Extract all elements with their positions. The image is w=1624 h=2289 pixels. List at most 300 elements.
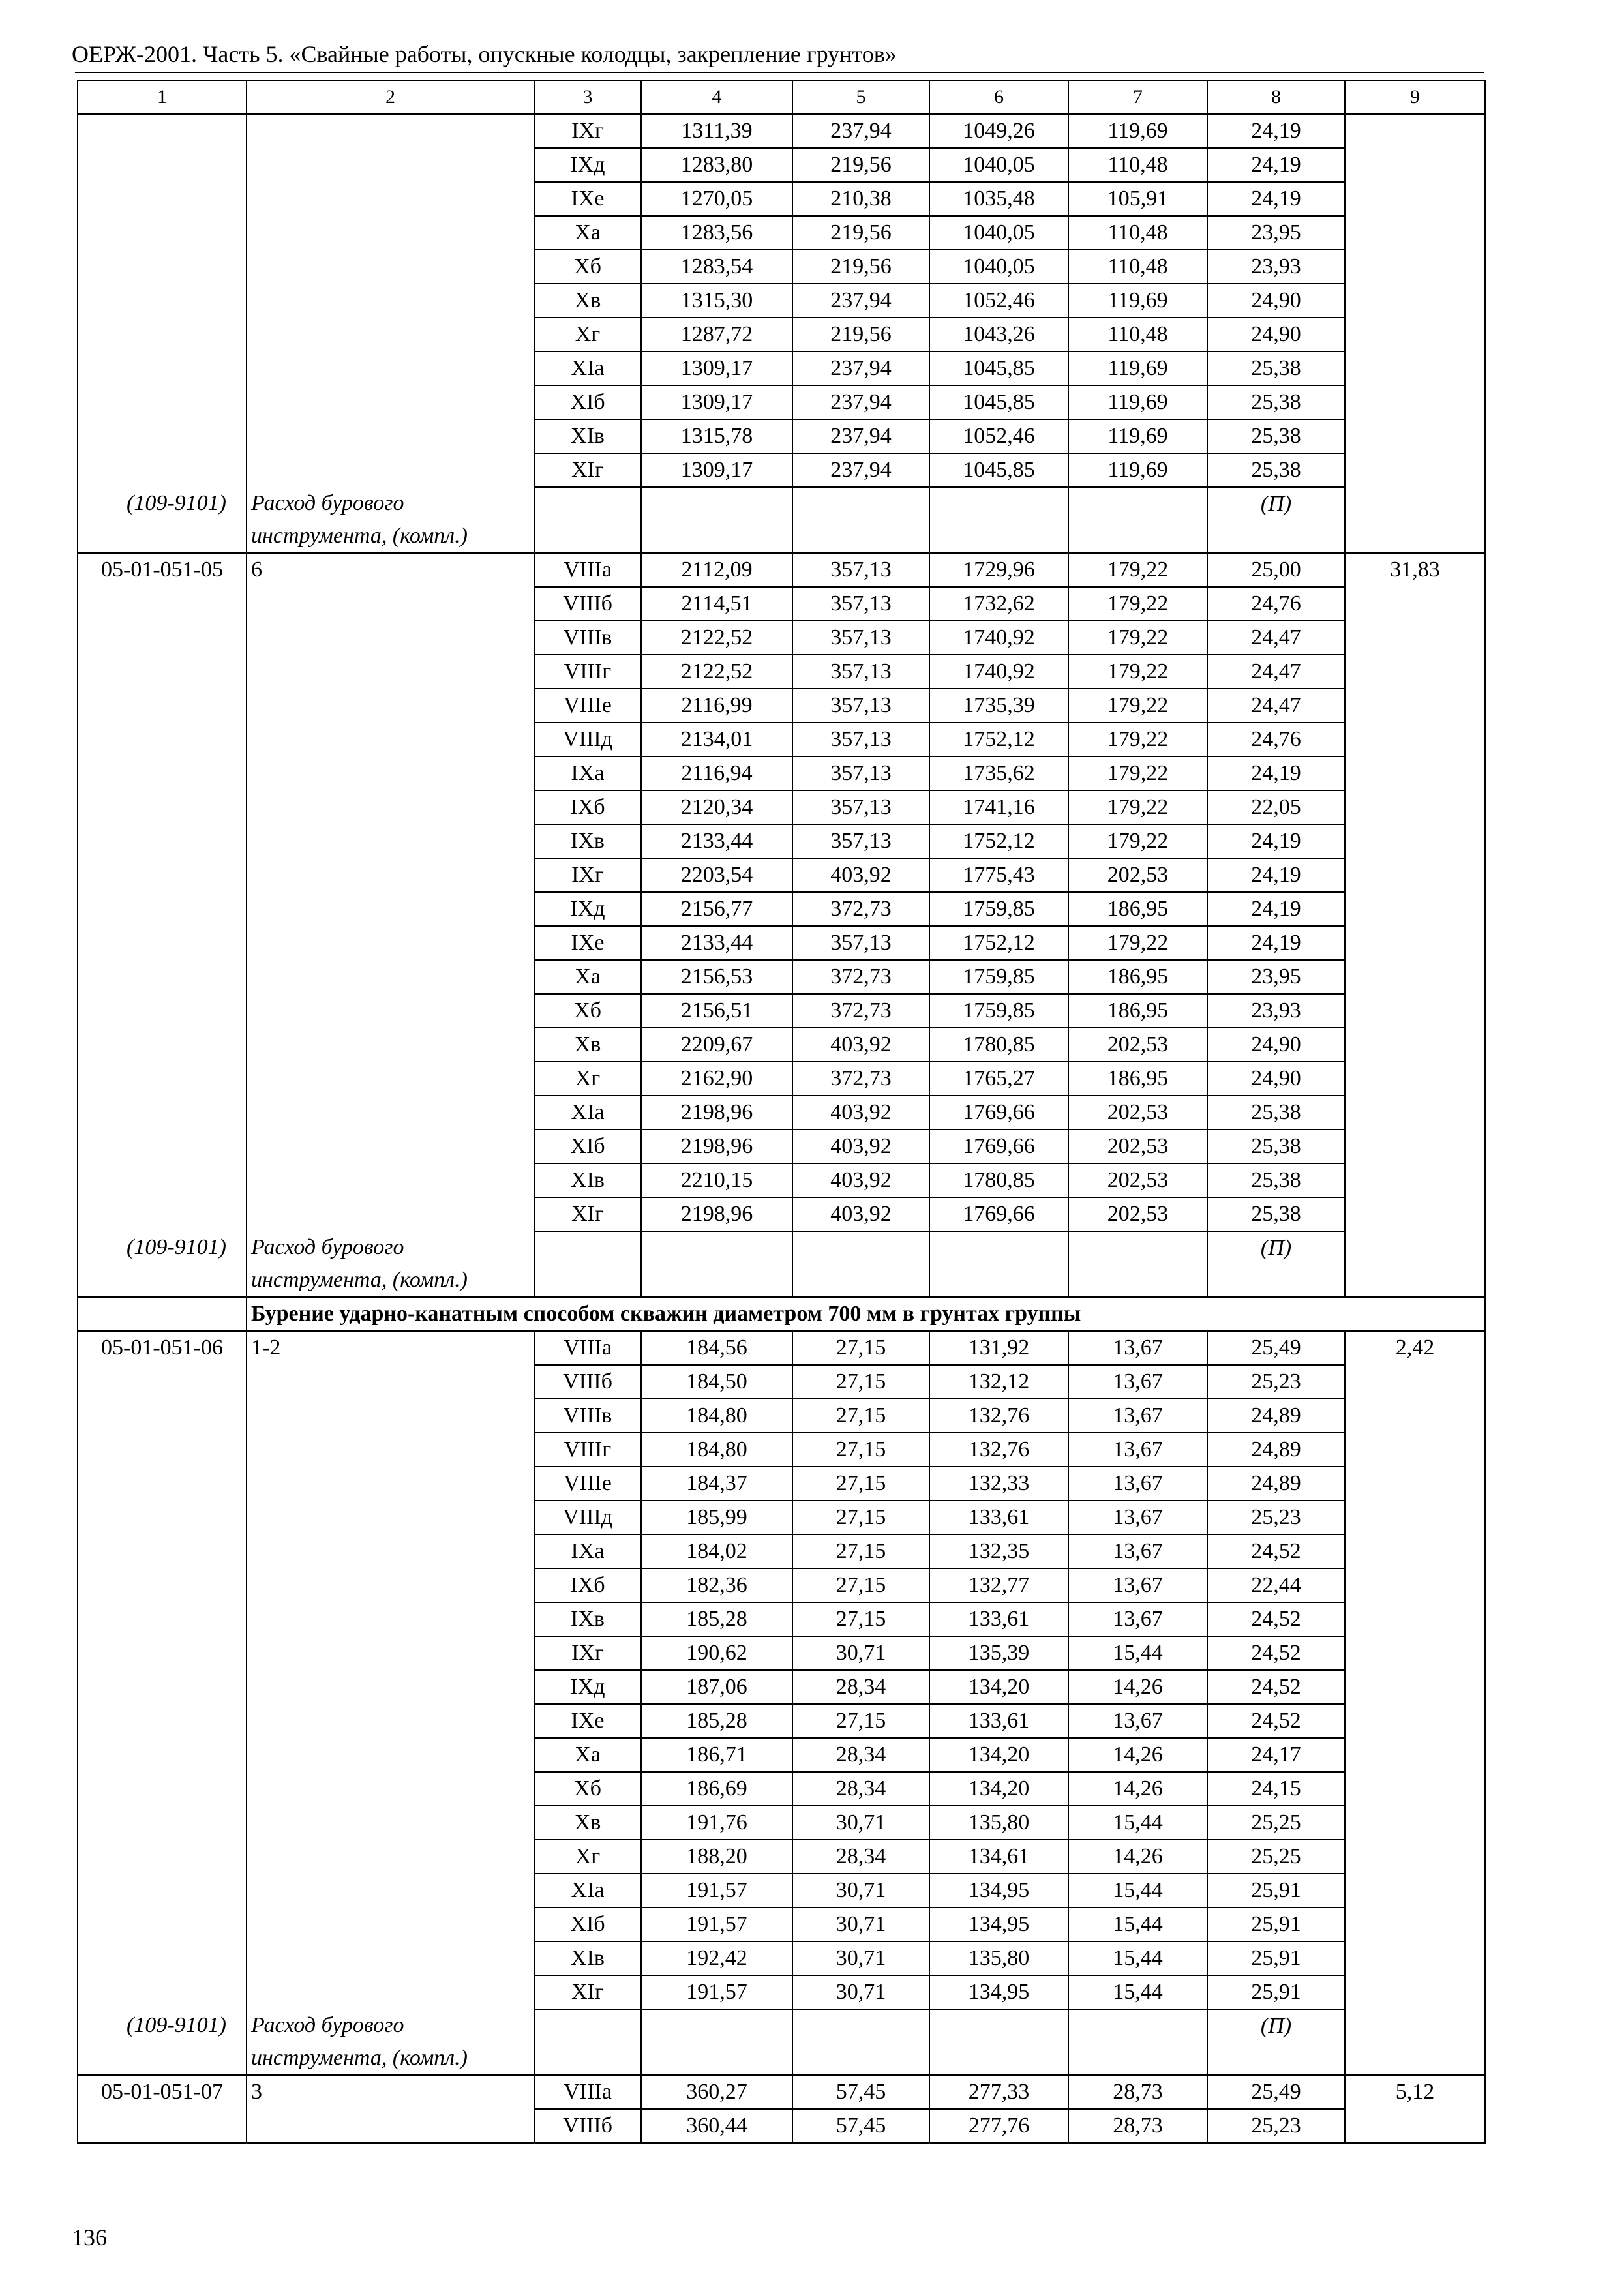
soil-group-cell: XIа bbox=[534, 1874, 641, 1908]
value-cell: 135,39 bbox=[929, 1636, 1068, 1670]
value-cell: 2116,99 bbox=[641, 689, 792, 723]
value-cell: 1729,96 bbox=[929, 553, 1068, 587]
empty-cell bbox=[641, 2009, 792, 2075]
soil-group-cell: XIв bbox=[534, 419, 641, 453]
value-cell: 25,25 bbox=[1207, 1840, 1345, 1874]
value-cell: 357,13 bbox=[792, 689, 929, 723]
value-cell: 27,15 bbox=[792, 1467, 929, 1501]
value-cell: 2156,51 bbox=[641, 994, 792, 1028]
value-cell: 2114,51 bbox=[641, 587, 792, 621]
note-text: Расход бурового инструмента, (компл.) bbox=[247, 1231, 534, 1297]
value-cell: 2112,09 bbox=[641, 553, 792, 587]
value-cell: 24,90 bbox=[1207, 1028, 1345, 1062]
value-cell: 30,71 bbox=[792, 1874, 929, 1908]
soil-group-cell: VIIIб bbox=[534, 2109, 641, 2143]
value-cell: 15,44 bbox=[1068, 1806, 1207, 1840]
value-cell: 25,00 bbox=[1207, 553, 1345, 587]
soil-group-cell: Xа bbox=[534, 1738, 641, 1772]
note-code: (109-9101) bbox=[78, 2009, 247, 2075]
col-header: 9 bbox=[1345, 80, 1485, 114]
value-cell: 357,13 bbox=[792, 756, 929, 790]
value-cell: 2133,44 bbox=[641, 824, 792, 858]
value-cell: 22,44 bbox=[1207, 1568, 1345, 1602]
value-cell: 132,76 bbox=[929, 1433, 1068, 1467]
section-title: Бурение ударно-канатным способом скважин диаметром 700 мм в грунтах группы bbox=[247, 1297, 1485, 1331]
col9-cell: 2,42 bbox=[1345, 1331, 1485, 2075]
value-cell: 1309,17 bbox=[641, 352, 792, 385]
value-cell: 184,02 bbox=[641, 1534, 792, 1568]
value-cell: 24,76 bbox=[1207, 723, 1345, 756]
soil-group-cell: VIIIа bbox=[534, 553, 641, 587]
value-cell: 110,48 bbox=[1068, 250, 1207, 284]
param-cell: 6 bbox=[247, 553, 534, 1231]
value-cell: 277,76 bbox=[929, 2109, 1068, 2143]
value-cell: 24,52 bbox=[1207, 1636, 1345, 1670]
value-cell: 1769,66 bbox=[929, 1096, 1068, 1130]
value-cell: 24,89 bbox=[1207, 1399, 1345, 1433]
value-cell: 131,92 bbox=[929, 1331, 1068, 1365]
value-cell: 1752,12 bbox=[929, 723, 1068, 756]
value-cell: 188,20 bbox=[641, 1840, 792, 1874]
value-cell: 24,19 bbox=[1207, 182, 1345, 216]
soil-group-cell: IXб bbox=[534, 1568, 641, 1602]
empty-cell bbox=[78, 1297, 247, 1331]
soil-group-cell: XIв bbox=[534, 1941, 641, 1975]
value-cell: 28,34 bbox=[792, 1840, 929, 1874]
value-cell: 179,22 bbox=[1068, 926, 1207, 960]
value-cell: 357,13 bbox=[792, 926, 929, 960]
value-cell: 2198,96 bbox=[641, 1130, 792, 1163]
value-cell: 24,17 bbox=[1207, 1738, 1345, 1772]
empty-cell bbox=[792, 2009, 929, 2075]
value-cell: 25,23 bbox=[1207, 2109, 1345, 2143]
value-cell: 133,61 bbox=[929, 1501, 1068, 1534]
value-cell: 119,69 bbox=[1068, 284, 1207, 318]
value-cell: 2120,34 bbox=[641, 790, 792, 824]
table-row bbox=[78, 2075, 1485, 2109]
soil-group-cell: XIг bbox=[534, 1197, 641, 1231]
value-cell: 357,13 bbox=[792, 723, 929, 756]
value-cell: 1740,92 bbox=[929, 621, 1068, 655]
soil-group-cell: IXг bbox=[534, 114, 641, 148]
page-number: 136 bbox=[72, 2224, 107, 2251]
value-cell: 119,69 bbox=[1068, 419, 1207, 453]
note-unit: (П) bbox=[1207, 1231, 1345, 1297]
soil-group-cell: IXе bbox=[534, 182, 641, 216]
value-cell: 1040,05 bbox=[929, 148, 1068, 182]
soil-group-cell: XIа bbox=[534, 352, 641, 385]
value-cell: 14,26 bbox=[1068, 1840, 1207, 1874]
value-cell: 1035,48 bbox=[929, 182, 1068, 216]
value-cell: 15,44 bbox=[1068, 1975, 1207, 2009]
value-cell: 25,91 bbox=[1207, 1908, 1345, 1941]
value-cell: 134,20 bbox=[929, 1670, 1068, 1704]
note-row bbox=[78, 2009, 1485, 2075]
value-cell: 237,94 bbox=[792, 114, 929, 148]
soil-group-cell: IXд bbox=[534, 892, 641, 926]
value-cell: 185,28 bbox=[641, 1602, 792, 1636]
value-cell: 202,53 bbox=[1068, 1028, 1207, 1062]
value-cell: 24,89 bbox=[1207, 1433, 1345, 1467]
value-cell: 24,19 bbox=[1207, 148, 1345, 182]
value-cell: 24,52 bbox=[1207, 1602, 1345, 1636]
value-cell: 1045,85 bbox=[929, 385, 1068, 419]
value-cell: 15,44 bbox=[1068, 1874, 1207, 1908]
value-cell: 403,92 bbox=[792, 858, 929, 892]
value-cell: 202,53 bbox=[1068, 1130, 1207, 1163]
value-cell: 134,95 bbox=[929, 1908, 1068, 1941]
table-row bbox=[78, 1331, 1485, 1365]
soil-group-cell: VIIIе bbox=[534, 689, 641, 723]
value-cell: 25,49 bbox=[1207, 2075, 1345, 2109]
soil-group-cell: Xг bbox=[534, 1840, 641, 1874]
empty-cell bbox=[641, 1231, 792, 1297]
value-cell: 30,71 bbox=[792, 1941, 929, 1975]
value-cell: 219,56 bbox=[792, 250, 929, 284]
value-cell: 202,53 bbox=[1068, 858, 1207, 892]
code-cell: 05-01-051-05 bbox=[78, 553, 247, 1231]
value-cell: 357,13 bbox=[792, 824, 929, 858]
value-cell: 1052,46 bbox=[929, 284, 1068, 318]
value-cell: 135,80 bbox=[929, 1806, 1068, 1840]
value-cell: 184,80 bbox=[641, 1399, 792, 1433]
value-cell: 24,19 bbox=[1207, 892, 1345, 926]
value-cell: 119,69 bbox=[1068, 114, 1207, 148]
value-cell: 187,06 bbox=[641, 1670, 792, 1704]
value-cell: 1759,85 bbox=[929, 960, 1068, 994]
value-cell: 14,26 bbox=[1068, 1772, 1207, 1806]
value-cell: 219,56 bbox=[792, 148, 929, 182]
value-cell: 22,05 bbox=[1207, 790, 1345, 824]
soil-group-cell: XIб bbox=[534, 1908, 641, 1941]
value-cell: 182,36 bbox=[641, 1568, 792, 1602]
value-cell: 179,22 bbox=[1068, 689, 1207, 723]
col-header: 3 bbox=[534, 80, 641, 114]
value-cell: 25,23 bbox=[1207, 1365, 1345, 1399]
value-cell: 30,71 bbox=[792, 1975, 929, 2009]
value-cell: 1315,30 bbox=[641, 284, 792, 318]
col-header: 6 bbox=[929, 80, 1068, 114]
value-cell: 179,22 bbox=[1068, 723, 1207, 756]
value-cell: 2203,54 bbox=[641, 858, 792, 892]
table-body bbox=[78, 80, 1485, 2143]
value-cell: 185,99 bbox=[641, 1501, 792, 1534]
value-cell: 372,73 bbox=[792, 1062, 929, 1096]
value-cell: 179,22 bbox=[1068, 655, 1207, 689]
value-cell: 185,28 bbox=[641, 1704, 792, 1738]
value-cell: 132,35 bbox=[929, 1534, 1068, 1568]
col-header: 7 bbox=[1068, 80, 1207, 114]
value-cell: 1759,85 bbox=[929, 994, 1068, 1028]
soil-group-cell: VIIIд bbox=[534, 723, 641, 756]
param-cell: 1-2 bbox=[247, 1331, 534, 2009]
value-cell: 24,19 bbox=[1207, 926, 1345, 960]
value-cell: 1287,72 bbox=[641, 318, 792, 352]
section-title-row bbox=[78, 1297, 1485, 1331]
value-cell: 1735,39 bbox=[929, 689, 1068, 723]
empty-cell bbox=[534, 2009, 641, 2075]
empty-cell bbox=[792, 487, 929, 553]
param-cell: 3 bbox=[247, 2075, 534, 2143]
soil-group-cell: Xв bbox=[534, 1028, 641, 1062]
value-cell: 186,95 bbox=[1068, 994, 1207, 1028]
note-code: (109-9101) bbox=[78, 487, 247, 553]
value-cell: 135,80 bbox=[929, 1941, 1068, 1975]
table-row bbox=[78, 553, 1485, 587]
value-cell: 25,38 bbox=[1207, 352, 1345, 385]
empty-cell bbox=[792, 1231, 929, 1297]
value-cell: 179,22 bbox=[1068, 587, 1207, 621]
value-cell: 13,67 bbox=[1068, 1433, 1207, 1467]
value-cell: 25,38 bbox=[1207, 1197, 1345, 1231]
col-header: 2 bbox=[247, 80, 534, 114]
value-cell: 30,71 bbox=[792, 1908, 929, 1941]
value-cell: 191,57 bbox=[641, 1874, 792, 1908]
soil-group-cell: IXа bbox=[534, 1534, 641, 1568]
soil-group-cell: IXа bbox=[534, 756, 641, 790]
value-cell: 134,95 bbox=[929, 1874, 1068, 1908]
value-cell: 24,76 bbox=[1207, 587, 1345, 621]
value-cell: 25,49 bbox=[1207, 1331, 1345, 1365]
value-cell: 14,26 bbox=[1068, 1738, 1207, 1772]
value-cell: 25,38 bbox=[1207, 1130, 1345, 1163]
value-cell: 191,57 bbox=[641, 1975, 792, 2009]
empty-cell bbox=[929, 2009, 1068, 2075]
column-number-row bbox=[78, 80, 1485, 114]
soil-group-cell: XIг bbox=[534, 453, 641, 487]
value-cell: 1283,56 bbox=[641, 216, 792, 250]
value-cell: 1283,54 bbox=[641, 250, 792, 284]
value-cell: 13,67 bbox=[1068, 1467, 1207, 1501]
value-cell: 179,22 bbox=[1068, 790, 1207, 824]
value-cell: 25,38 bbox=[1207, 1096, 1345, 1130]
col9-cell: 31,83 bbox=[1345, 553, 1485, 1297]
value-cell: 24,47 bbox=[1207, 621, 1345, 655]
rates-table bbox=[77, 80, 1486, 2144]
value-cell: 179,22 bbox=[1068, 824, 1207, 858]
empty-cell bbox=[641, 487, 792, 553]
value-cell: 357,13 bbox=[792, 587, 929, 621]
value-cell: 186,95 bbox=[1068, 1062, 1207, 1096]
value-cell: 403,92 bbox=[792, 1028, 929, 1062]
soil-group-cell: XIв bbox=[534, 1163, 641, 1197]
value-cell: 28,34 bbox=[792, 1670, 929, 1704]
value-cell: 186,95 bbox=[1068, 960, 1207, 994]
empty-cell bbox=[929, 1231, 1068, 1297]
note-row bbox=[78, 487, 1485, 553]
empty-cell bbox=[1068, 487, 1207, 553]
value-cell: 2122,52 bbox=[641, 621, 792, 655]
note-unit: (П) bbox=[1207, 2009, 1345, 2075]
note-text: Расход бурового инструмента, (компл.) bbox=[247, 2009, 534, 2075]
value-cell: 25,38 bbox=[1207, 419, 1345, 453]
value-cell: 237,94 bbox=[792, 352, 929, 385]
value-cell: 25,38 bbox=[1207, 1163, 1345, 1197]
col9-cell bbox=[1345, 114, 1485, 553]
soil-group-cell: VIIIа bbox=[534, 1331, 641, 1365]
table-row bbox=[78, 114, 1485, 148]
value-cell: 27,15 bbox=[792, 1399, 929, 1433]
value-cell: 1309,17 bbox=[641, 385, 792, 419]
value-cell: 403,92 bbox=[792, 1197, 929, 1231]
value-cell: 1735,62 bbox=[929, 756, 1068, 790]
empty-cell bbox=[1068, 2009, 1207, 2075]
soil-group-cell: XIб bbox=[534, 1130, 641, 1163]
value-cell: 15,44 bbox=[1068, 1941, 1207, 1975]
value-cell: 27,15 bbox=[792, 1331, 929, 1365]
soil-group-cell: Xа bbox=[534, 216, 641, 250]
value-cell: 13,67 bbox=[1068, 1399, 1207, 1433]
value-cell: 1769,66 bbox=[929, 1130, 1068, 1163]
value-cell: 191,76 bbox=[641, 1806, 792, 1840]
value-cell: 13,67 bbox=[1068, 1365, 1207, 1399]
soil-group-cell: Xб bbox=[534, 250, 641, 284]
value-cell: 210,38 bbox=[792, 182, 929, 216]
value-cell: 24,52 bbox=[1207, 1670, 1345, 1704]
value-cell: 27,15 bbox=[792, 1365, 929, 1399]
soil-group-cell: VIIIв bbox=[534, 621, 641, 655]
value-cell: 186,95 bbox=[1068, 892, 1207, 926]
value-cell: 23,93 bbox=[1207, 994, 1345, 1028]
value-cell: 27,15 bbox=[792, 1433, 929, 1467]
page-title: ОЕРЖ-2001. Часть 5. «Свайные работы, опускные колодцы, закрепление грунтов» bbox=[72, 41, 897, 67]
value-cell: 237,94 bbox=[792, 453, 929, 487]
value-cell: 14,26 bbox=[1068, 1670, 1207, 1704]
value-cell: 372,73 bbox=[792, 994, 929, 1028]
param-cell bbox=[247, 114, 534, 487]
empty-cell bbox=[1068, 1231, 1207, 1297]
value-cell: 57,45 bbox=[792, 2075, 929, 2109]
value-cell: 237,94 bbox=[792, 284, 929, 318]
soil-group-cell: IXв bbox=[534, 824, 641, 858]
code-cell bbox=[78, 114, 247, 487]
code-cell: 05-01-051-07 bbox=[78, 2075, 247, 2143]
value-cell: 24,89 bbox=[1207, 1467, 1345, 1501]
value-cell: 2134,01 bbox=[641, 723, 792, 756]
value-cell: 24,47 bbox=[1207, 689, 1345, 723]
note-row bbox=[78, 1231, 1485, 1297]
value-cell: 2210,15 bbox=[641, 1163, 792, 1197]
value-cell: 15,44 bbox=[1068, 1908, 1207, 1941]
value-cell: 13,67 bbox=[1068, 1602, 1207, 1636]
value-cell: 186,71 bbox=[641, 1738, 792, 1772]
value-cell: 179,22 bbox=[1068, 756, 1207, 790]
value-cell: 1780,85 bbox=[929, 1028, 1068, 1062]
value-cell: 23,95 bbox=[1207, 960, 1345, 994]
value-cell: 2156,53 bbox=[641, 960, 792, 994]
value-cell: 1741,16 bbox=[929, 790, 1068, 824]
value-cell: 1759,85 bbox=[929, 892, 1068, 926]
value-cell: 360,44 bbox=[641, 2109, 792, 2143]
value-cell: 133,61 bbox=[929, 1704, 1068, 1738]
value-cell: 1283,80 bbox=[641, 148, 792, 182]
value-cell: 30,71 bbox=[792, 1636, 929, 1670]
value-cell: 132,77 bbox=[929, 1568, 1068, 1602]
soil-group-cell: IXд bbox=[534, 148, 641, 182]
value-cell: 132,33 bbox=[929, 1467, 1068, 1501]
value-cell: 2209,67 bbox=[641, 1028, 792, 1062]
value-cell: 219,56 bbox=[792, 216, 929, 250]
value-cell: 2156,77 bbox=[641, 892, 792, 926]
soil-group-cell: IXб bbox=[534, 790, 641, 824]
value-cell: 133,61 bbox=[929, 1602, 1068, 1636]
value-cell: 1769,66 bbox=[929, 1197, 1068, 1231]
value-cell: 179,22 bbox=[1068, 553, 1207, 587]
value-cell: 237,94 bbox=[792, 385, 929, 419]
col-header: 4 bbox=[641, 80, 792, 114]
value-cell: 184,56 bbox=[641, 1331, 792, 1365]
value-cell: 237,94 bbox=[792, 419, 929, 453]
value-cell: 357,13 bbox=[792, 621, 929, 655]
value-cell: 1311,39 bbox=[641, 114, 792, 148]
value-cell: 27,15 bbox=[792, 1501, 929, 1534]
note-text: Расход бурового инструмента, (компл.) bbox=[247, 487, 534, 553]
value-cell: 403,92 bbox=[792, 1096, 929, 1130]
soil-group-cell: Xг bbox=[534, 1062, 641, 1096]
value-cell: 132,76 bbox=[929, 1399, 1068, 1433]
soil-group-cell: Xб bbox=[534, 1772, 641, 1806]
value-cell: 184,37 bbox=[641, 1467, 792, 1501]
value-cell: 134,61 bbox=[929, 1840, 1068, 1874]
value-cell: 1315,78 bbox=[641, 419, 792, 453]
col-header: 8 bbox=[1207, 80, 1345, 114]
value-cell: 2198,96 bbox=[641, 1096, 792, 1130]
value-cell: 1765,27 bbox=[929, 1062, 1068, 1096]
value-cell: 190,62 bbox=[641, 1636, 792, 1670]
value-cell: 134,20 bbox=[929, 1738, 1068, 1772]
col9-cell: 5,12 bbox=[1345, 2075, 1485, 2143]
value-cell: 357,13 bbox=[792, 655, 929, 689]
value-cell: 219,56 bbox=[792, 318, 929, 352]
value-cell: 24,19 bbox=[1207, 858, 1345, 892]
value-cell: 24,19 bbox=[1207, 824, 1345, 858]
value-cell: 24,19 bbox=[1207, 114, 1345, 148]
value-cell: 119,69 bbox=[1068, 385, 1207, 419]
value-cell: 13,67 bbox=[1068, 1534, 1207, 1568]
note-unit: (П) bbox=[1207, 487, 1345, 553]
value-cell: 1040,05 bbox=[929, 250, 1068, 284]
value-cell: 1740,92 bbox=[929, 655, 1068, 689]
value-cell: 28,73 bbox=[1068, 2109, 1207, 2143]
value-cell: 372,73 bbox=[792, 892, 929, 926]
value-cell: 24,19 bbox=[1207, 756, 1345, 790]
soil-group-cell: IXе bbox=[534, 1704, 641, 1738]
value-cell: 1040,05 bbox=[929, 216, 1068, 250]
value-cell: 25,91 bbox=[1207, 1975, 1345, 2009]
soil-group-cell: VIIIб bbox=[534, 587, 641, 621]
value-cell: 2198,96 bbox=[641, 1197, 792, 1231]
value-cell: 1775,43 bbox=[929, 858, 1068, 892]
value-cell: 1270,05 bbox=[641, 182, 792, 216]
value-cell: 1752,12 bbox=[929, 824, 1068, 858]
value-cell: 357,13 bbox=[792, 790, 929, 824]
value-cell: 1780,85 bbox=[929, 1163, 1068, 1197]
col-header: 5 bbox=[792, 80, 929, 114]
value-cell: 2122,52 bbox=[641, 655, 792, 689]
value-cell: 24,90 bbox=[1207, 318, 1345, 352]
value-cell: 28,34 bbox=[792, 1772, 929, 1806]
value-cell: 110,48 bbox=[1068, 148, 1207, 182]
soil-group-cell: Xв bbox=[534, 1806, 641, 1840]
value-cell: 105,91 bbox=[1068, 182, 1207, 216]
value-cell: 1052,46 bbox=[929, 419, 1068, 453]
value-cell: 184,80 bbox=[641, 1433, 792, 1467]
value-cell: 192,42 bbox=[641, 1941, 792, 1975]
value-cell: 24,90 bbox=[1207, 284, 1345, 318]
value-cell: 119,69 bbox=[1068, 453, 1207, 487]
value-cell: 1732,62 bbox=[929, 587, 1068, 621]
value-cell: 1043,26 bbox=[929, 318, 1068, 352]
